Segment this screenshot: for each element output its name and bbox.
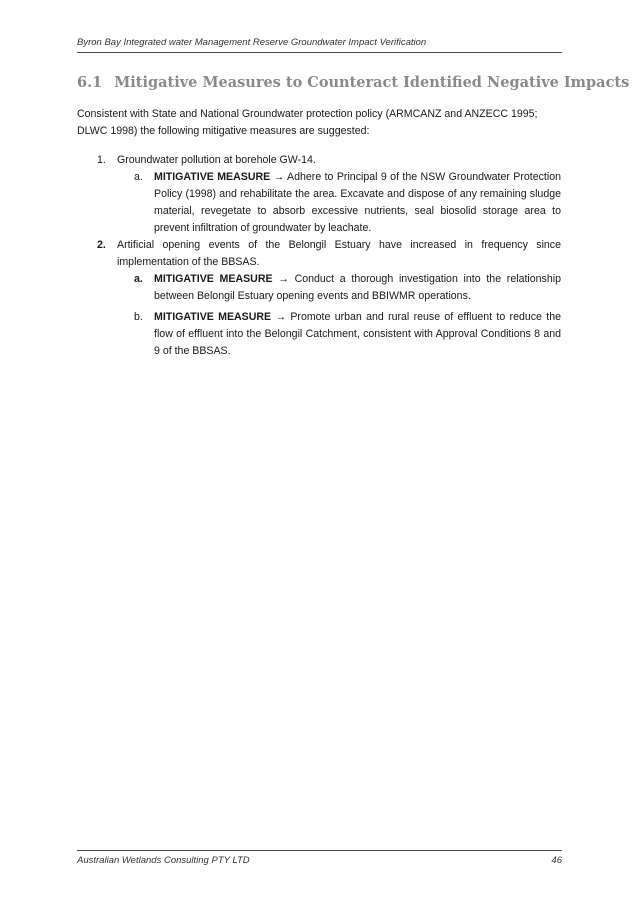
sub-item-text: [154, 309, 561, 360]
running-footer: [77, 850, 562, 866]
measure-text: Conduct a thorough investigation into the relationship between Belongil Estuary opening events and BBIWMR operations.: [154, 273, 561, 302]
sub-item-text: [154, 271, 561, 305]
document-body: [77, 106, 561, 360]
sub-item-letter: b.: [134, 311, 143, 323]
arrow-right-icon: →: [273, 171, 285, 183]
sub-item-letter: a.: [134, 273, 143, 285]
list-item-2: [77, 237, 561, 271]
intro-line-1: Consistent with State and National Groundwater protection policy (ARMCANZ and ANZECC 1995;: [77, 108, 538, 120]
page-number: 46: [551, 855, 562, 866]
measure-label: MITIGATIVE MEASURE: [154, 171, 271, 183]
list-item-1: [77, 152, 561, 169]
sub-item-letter: a.: [134, 171, 143, 183]
measure-text: Adhere to Principal 9 of the NSW Groundwater Protection Policy (1998) and rehabilitate the area. Excavate and dispose of any remaining sludge material, revegetate to absorb excessive nutrients, seal biosolid storage area to prevent infiltration of groundwater by leachate.: [154, 171, 562, 234]
intro-line-2: DLWC 1998) the following mitigative measures are suggested:: [77, 125, 370, 137]
list-number: 2.: [97, 239, 106, 251]
footer-company: Australian Wetlands Consulting PTY LTD: [77, 855, 250, 866]
measure-text: Promote urban and rural reuse of effluent to reduce the flow of effluent into the Belongil Catchment, consistent with Approval Conditions 8 and 9 of the BBSAS.: [154, 311, 561, 357]
list-item-text: Artificial opening events of the Belongil Estuary have increased in frequency since implementation of the BBSAS.: [117, 239, 561, 268]
measure-label: MITIGATIVE MEASURE: [154, 311, 272, 323]
section-number: 6.1: [77, 74, 103, 91]
sub-item-2b: [77, 309, 561, 360]
header-text: Byron Bay Integrated water Management Reserve Groundwater Impact Verification: [77, 37, 427, 48]
section-title: Mitigative Measures to Counteract Identified Negative Impacts: [114, 74, 630, 91]
sub-item-text: [154, 169, 561, 237]
arrow-right-icon: →: [275, 311, 287, 323]
measure-label: MITIGATIVE MEASURE: [154, 273, 273, 285]
running-header: [77, 37, 562, 53]
sub-item-2a: [77, 271, 561, 305]
sub-item-1a: [77, 169, 561, 237]
arrow-right-icon: →: [278, 273, 289, 285]
list-number: 1.: [97, 154, 106, 166]
section-heading: [77, 74, 630, 91]
intro-paragraph: [77, 106, 561, 140]
list-item-text: Groundwater pollution at borehole GW-14.: [117, 154, 316, 166]
